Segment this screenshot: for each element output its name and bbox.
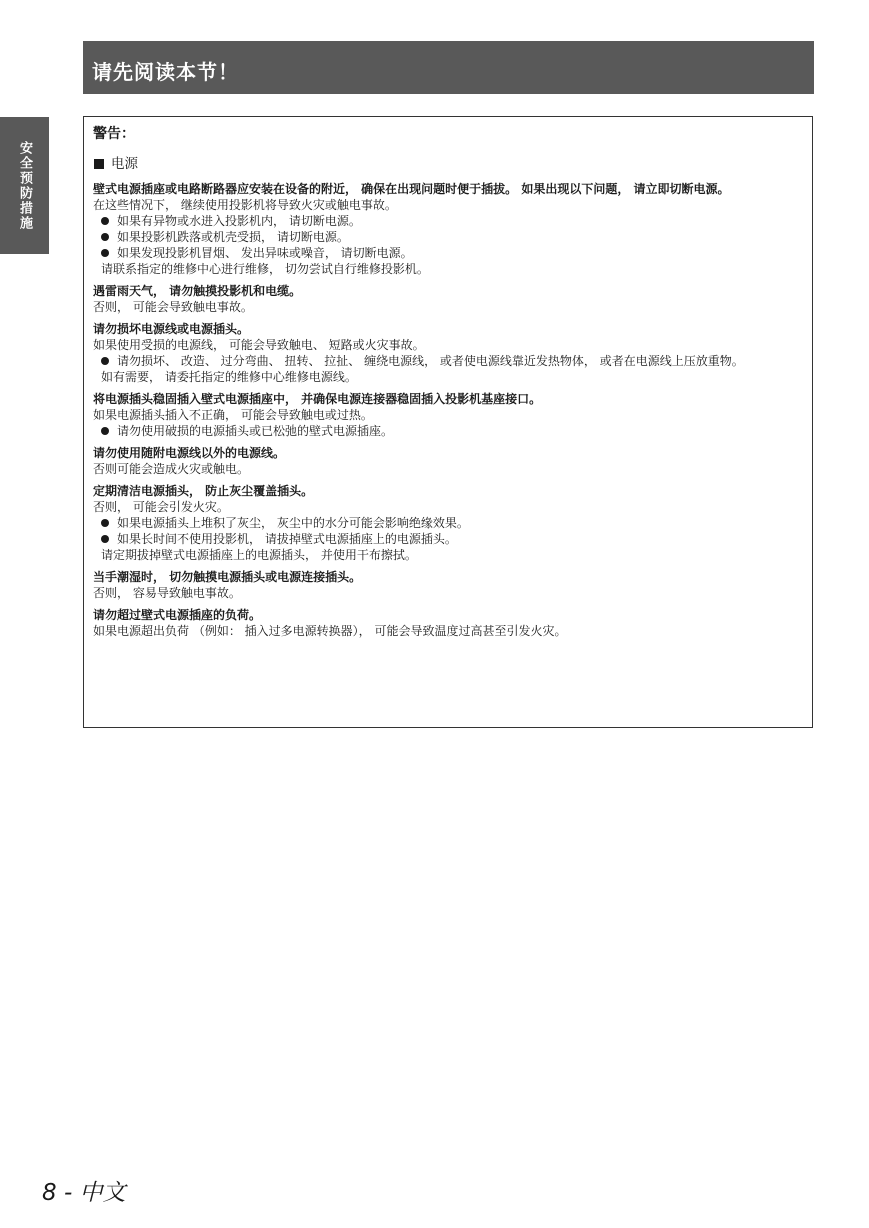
section-heading <box>93 155 798 173</box>
warning-item <box>93 321 798 385</box>
square-bullet-icon <box>94 159 104 169</box>
bullet-item <box>93 213 798 229</box>
warning-item-heading: 将电源插头稳固插入壁式电源插座中， 并确保电源连接器稳固插入投影机基座接口。 <box>93 392 542 406</box>
page-title: 请先阅读本节！ <box>92 60 239 84</box>
bullet-dot-icon <box>101 217 109 225</box>
bullet-text: 请勿损坏、 改造、 过分弯曲、 扭转、 拉扯、 缠绕电源线， 或者使电源线靠近发热物体， 或者在电源线上压放重物。 <box>117 354 744 368</box>
warning-item-note: 请联系指定的维修中心进行维修， 切勿尝试自行维修投影机。 <box>101 262 429 276</box>
bullet-text: 如果电源插头上堆积了灰尘， 灰尘中的水分可能会影响绝缘效果。 <box>117 516 469 530</box>
bullet-dot-icon <box>101 249 109 257</box>
bullet-item <box>93 531 798 547</box>
bullet-item <box>93 353 798 369</box>
side-tab-label: 安全预防措施 <box>17 140 32 231</box>
warning-item <box>93 181 798 277</box>
warning-item-heading: 遇雷雨天气， 请勿触摸投影机和电缆。 <box>93 284 302 298</box>
bullet-dot-icon <box>101 357 109 365</box>
warning-item-text: 如果电源超出负荷 （例如： 插入过多电源转换器）， 可能会导致温度过高甚至引发火灾。 <box>93 624 567 638</box>
warning-item <box>93 283 798 315</box>
bullet-text: 请勿使用破损的电源插头或已松弛的壁式电源插座。 <box>117 424 394 438</box>
bullet-item <box>93 229 798 245</box>
warning-item <box>93 607 798 639</box>
bullet-dot-icon <box>101 427 109 435</box>
warning-item-heading: 壁式电源插座或电路断路器应安装在设备的附近， 确保在出现问题时便于插拔。 如果出现以下问题， 请立即切断电源。 <box>93 182 730 196</box>
warning-item-text: 如果使用受损的电源线， 可能会导致触电、 短路或火灾事故。 <box>93 338 425 352</box>
warning-item-note: 如有需要， 请委托指定的维修中心维修电源线。 <box>101 370 357 384</box>
warning-item-heading: 请勿损坏电源线或电源插头。 <box>93 322 250 336</box>
warning-item-text: 否则， 可能会导致触电事故。 <box>93 300 253 314</box>
warning-item <box>93 391 798 439</box>
warning-item-heading: 当手潮湿时， 切勿触摸电源插头或电源连接插头。 <box>93 570 362 584</box>
side-tab <box>0 117 49 254</box>
warning-item-note: 请定期拔掉壁式电源插座上的电源插头， 并使用干布擦拭。 <box>101 548 417 562</box>
bullet-dot-icon <box>101 535 109 543</box>
warning-item <box>93 569 798 601</box>
bullet-item <box>93 245 798 261</box>
bullet-dot-icon <box>101 519 109 527</box>
warning-item-text: 否则可能会造成火灾或触电。 <box>93 462 250 476</box>
warning-item-heading: 请勿使用随附电源线以外的电源线。 <box>93 446 286 460</box>
section-header-bar <box>83 41 814 94</box>
warning-item-heading: 定期清洁电源插头， 防止灰尘覆盖插头。 <box>93 484 314 498</box>
warning-item <box>93 483 798 563</box>
bullet-text: 如果长时间不使用投影机， 请拔掉壁式电源插座上的电源插头。 <box>117 532 457 546</box>
warning-items <box>93 181 798 639</box>
bullet-text: 如果有异物或水进入投影机内， 请切断电源。 <box>117 214 361 228</box>
warning-title: 警告： <box>93 126 135 142</box>
warning-item-text: 否则， 可能会引发火灾。 <box>93 500 229 514</box>
warning-item-text: 在这些情况下， 继续使用投影机将导致火灾或触电事故。 <box>93 198 397 212</box>
bullet-dot-icon <box>101 233 109 241</box>
warning-item-heading: 请勿超过壁式电源插座的负荷。 <box>93 608 262 622</box>
warning-item-text: 否则， 容易导致触电事故。 <box>93 586 241 600</box>
bullet-text: 如果发现投影机冒烟、 发出异味或噪音， 请切断电源。 <box>117 246 413 260</box>
warning-item <box>93 445 798 477</box>
bullet-text: 如果投影机跌落或机壳受损， 请切断电源。 <box>117 230 349 244</box>
bullet-item <box>93 423 798 439</box>
warning-item-text: 如果电源插头插入不正确， 可能会导致触电或过热。 <box>93 408 373 422</box>
section-heading-label: 电源 <box>111 156 138 172</box>
page-number: 8 - 中文 <box>42 1180 126 1206</box>
bullet-item <box>93 515 798 531</box>
warning-box <box>83 116 813 728</box>
